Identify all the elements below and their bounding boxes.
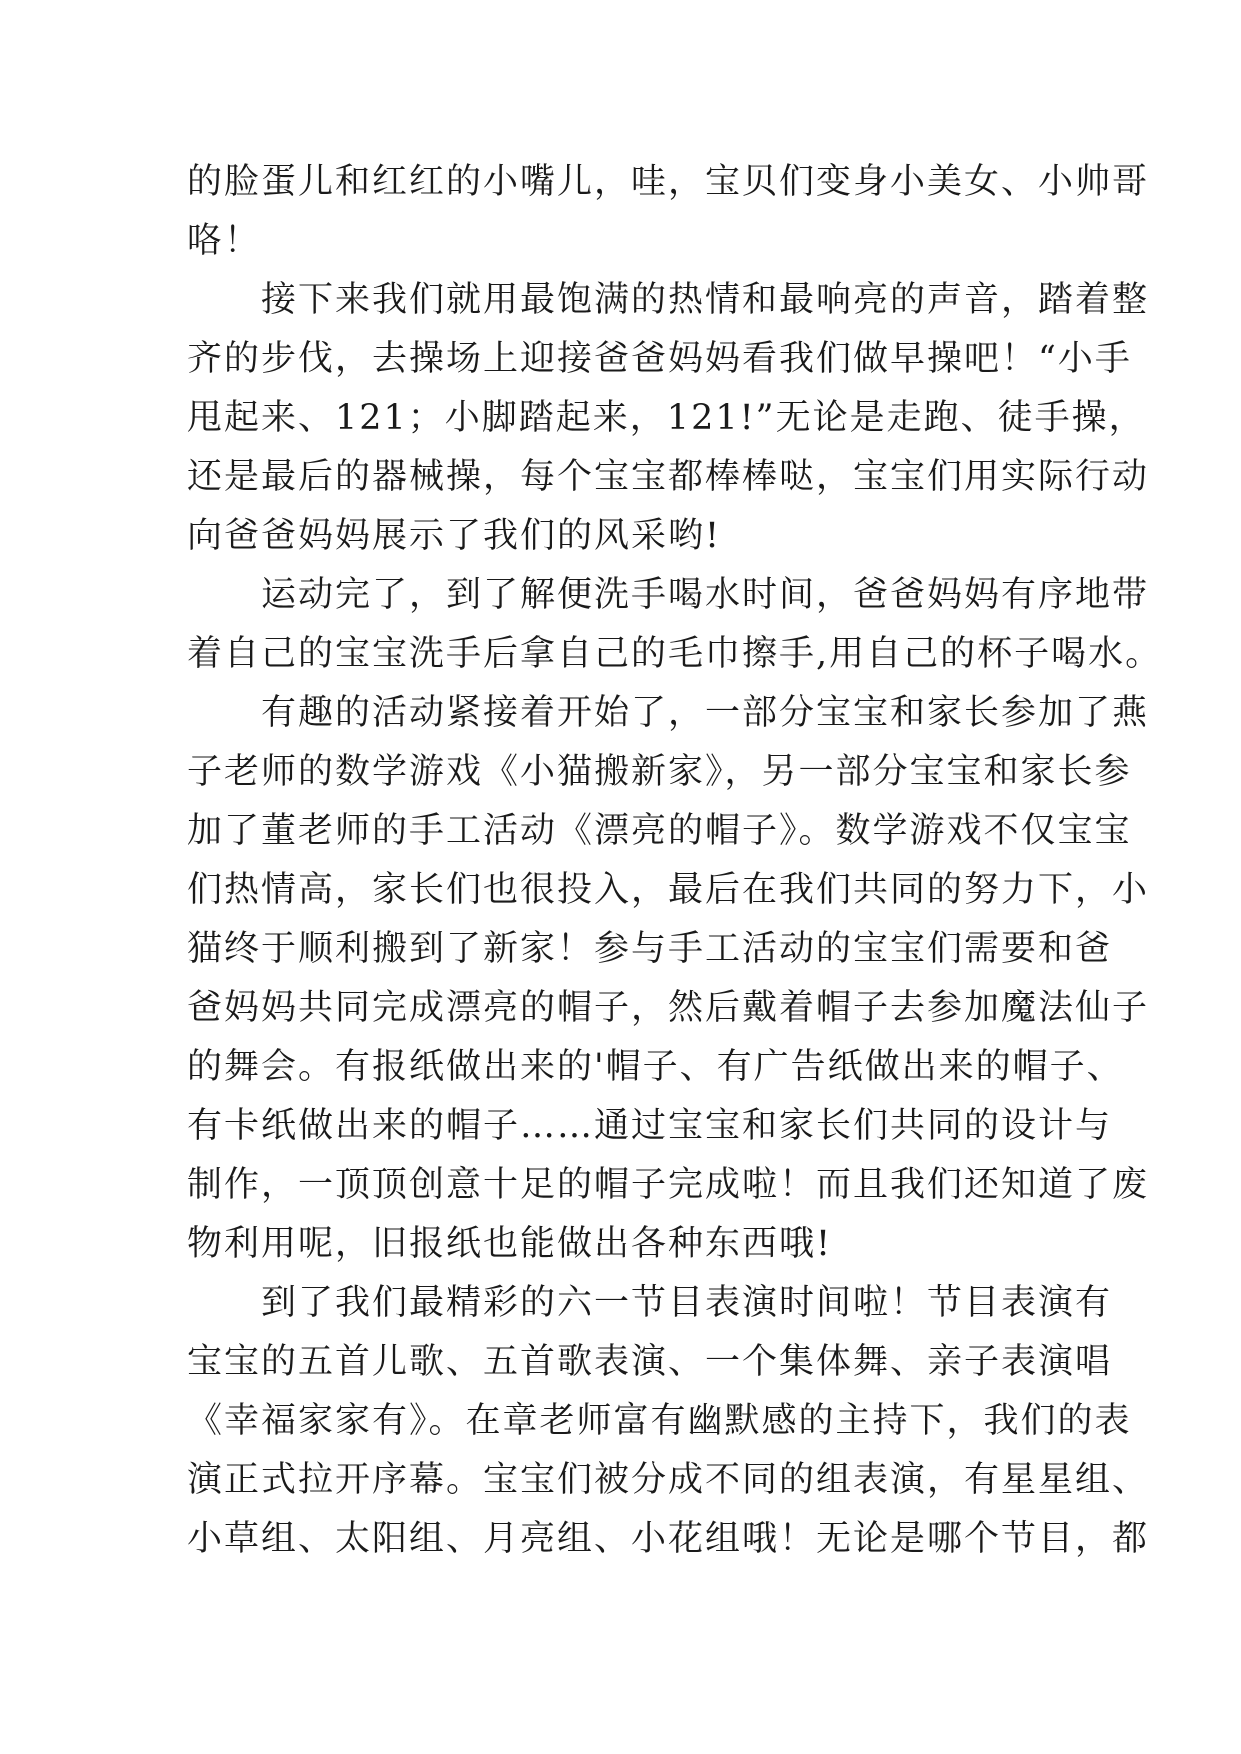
text-line: 到了我们最精彩的六一节目表演时间啦！节目表演有 [187,1283,1113,1323]
document-body [187,153,1163,1569]
text-line: 小草组、太阳组、月亮组、小花组哦！无论是哪个节目，都 [187,1519,1150,1559]
text-line: 甩起来、121；小脚踏起来，121!”无论是走跑、徒手操， [187,398,1146,438]
text-line: 着自己的宝宝洗手后拿自己的毛巾擦手,用自己的杯子喝水。 [187,634,1163,674]
text-line: 《幸福家家有》。在章老师富有幽默感的主持下，我们的表 [187,1401,1132,1441]
text-line: 加了董老师的手工活动《漂亮的帽子》。数学游戏不仅宝宝 [187,811,1132,851]
text-line: 向爸爸妈妈展示了我们的风采哟! [187,516,722,556]
text-line: 爸妈妈共同完成漂亮的帽子，然后戴着帽子去参加魔法仙子 [187,988,1150,1028]
text-line: 齐的步伐，去操场上迎接爸爸妈妈看我们做早操吧！“小手 [187,339,1132,379]
text-line: 制作，一顶顶创意十足的帽子完成啦！而且我们还知道了废 [187,1165,1150,1205]
text-line: 运动完了，到了解便洗手喝水时间，爸爸妈妈有序地带 [187,575,1150,615]
text-line: 有趣的活动紧接着开始了，一部分宝宝和家长参加了燕 [187,693,1150,733]
text-line: 有卡纸做出来的帽子……通过宝宝和家长们共同的设计与 [187,1106,1113,1146]
text-line: 的脸蛋儿和红红的小嘴儿，哇，宝贝们变身小美女、小帅哥 [187,162,1150,202]
text-line: 宝宝的五首儿歌、五首歌表演、一个集体舞、亲子表演唱 [187,1342,1113,1382]
text-line: 咯！ [187,221,262,261]
text-line: 接下来我们就用最饱满的热情和最响亮的声音，踏着整 [187,280,1150,320]
text-line: 演正式拉开序幕。宝宝们被分成不同的组表演，有星星组、 [187,1460,1150,1500]
text-line: 还是最后的器械操，每个宝宝都棒棒哒，宝宝们用实际行动 [187,457,1150,497]
text-line: 们热情高，家长们也很投入，最后在我们共同的努力下，小 [187,870,1150,910]
text-line: 物利用呢，旧报纸也能做出各种东西哦! [187,1224,833,1264]
text-line: 的舞会。有报纸做出来的'帽子、有广告纸做出来的帽子、 [187,1047,1124,1087]
text-line: 子老师的数学游戏《小猫搬新家》，另一部分宝宝和家长参 [187,752,1132,792]
text-line: 猫终于顺利搬到了新家！参与手工活动的宝宝们需要和爸 [187,929,1113,969]
